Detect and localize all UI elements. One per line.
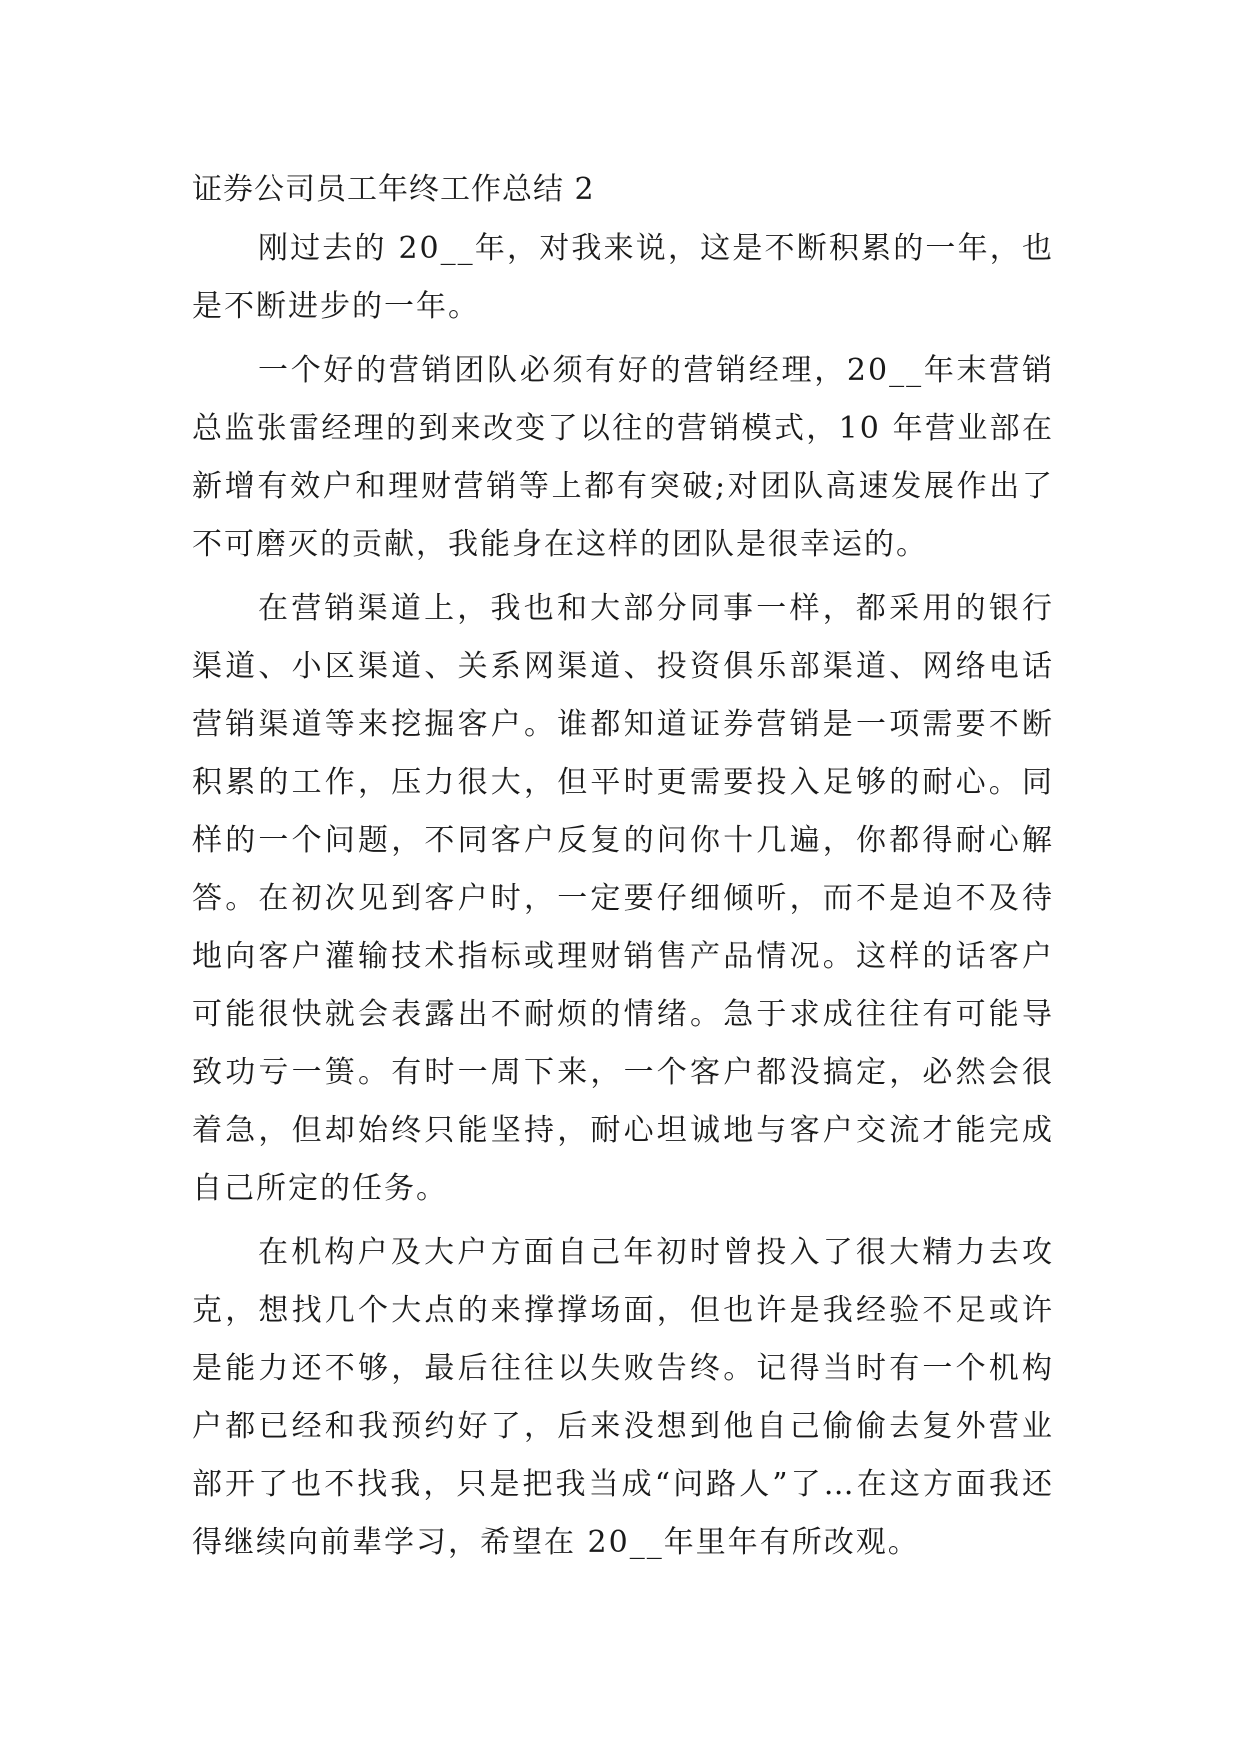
paragraph-2: 一个好的营销团队必须有好的营销经理，20__年末营销总监张雷经理的到来改变了以往的营销模式，10 年营业部在新增有效户和理财营销等上都有突破;对团队高速发展作出了不可磨灭的贡献，我能身在这样的团队是很幸运的。 [192, 353, 1054, 562]
paragraph-3: 在营销渠道上，我也和大部分同事一样，都采用的银行渠道、小区渠道、关系网渠道、投资俱乐部渠道、网络电话营销渠道等来挖掘客户。谁都知道证券营销是一项需要不断积累的工作，压力很大，但平时更需要投入足够的耐心。同样的一个问题，不同客户反复的问你十几遍，你都得耐心解答。在初次见到客户时，一定要仔细倾听，而不是迫不及待地向客户灌输技术指标或理财销售产品情况。这样的话客户可能很快就会表露出不耐烦的情绪。急于求成往往有可能导致功亏一篑。有时一周下来，一个客户都没搞定，必然会很着急，但却始终只能坚持，耐心坦诚地与客户交流才能完成自己所定的任务。 [192, 591, 1054, 1206]
paragraph-4: 在机构户及大户方面自己年初时曾投入了很大精力去攻克，想找几个大点的来撑撑场面，但也许是我经验不足或许是能力还不够，最后往往以失败告终。记得当时有一个机构户都已经和我预约好了，后来没想到他自己偷偷去复外营业部开了也不找我，只是把我当成“问路人”了…在这方面我还得继续向前辈学习，希望在 20__年里年有所改观。 [192, 1235, 1054, 1560]
paragraph-1: 刚过去的 20__年，对我来说，这是不断积累的一年，也是不断进步的一年。 [192, 231, 1054, 324]
document-page [192, 160, 1054, 1572]
document-title: 证券公司员工年终工作总结 2 [192, 172, 595, 207]
